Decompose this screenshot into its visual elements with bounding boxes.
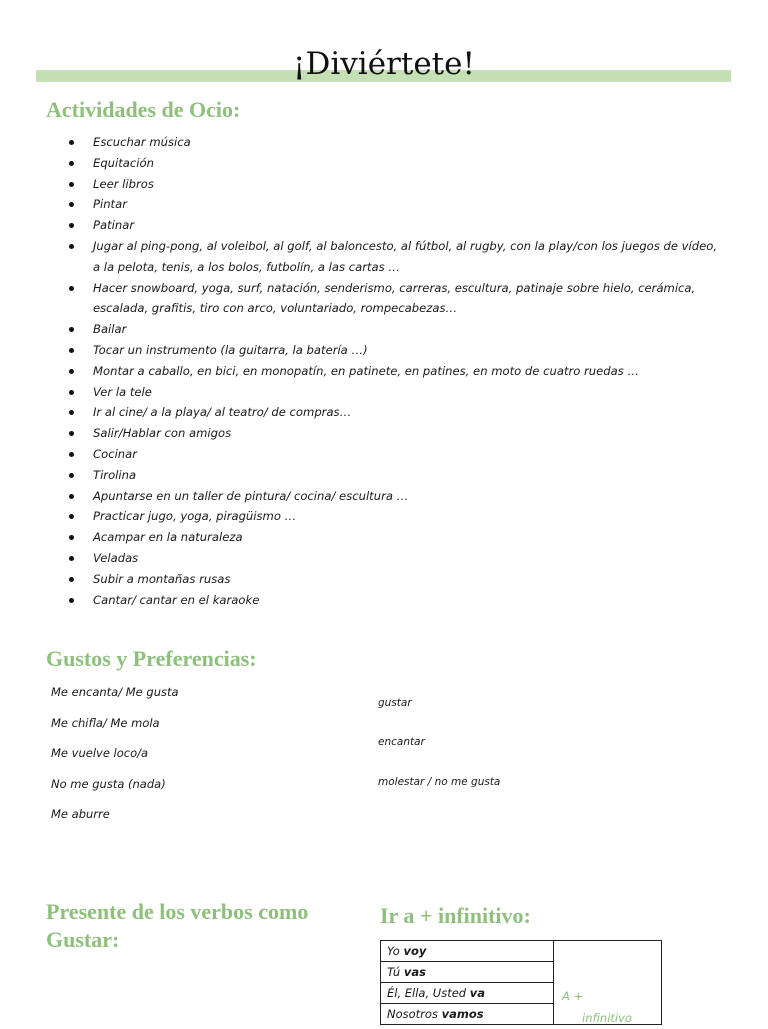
activity-item: Veladas: [47, 548, 727, 569]
gustos-verb-row: [376, 694, 676, 733]
pronoun: Yo: [387, 944, 400, 958]
ir-a-table: [380, 940, 662, 1025]
gustos-verbs: [376, 694, 676, 812]
conjugation-cell: [381, 983, 554, 1004]
presente-heading: [46, 898, 308, 954]
infinitive-label-line2: infinitivo: [582, 1011, 632, 1025]
activity-item: Practicar jugo, yoga, piragüismo …: [47, 506, 727, 527]
gustos-heading: Gustos y Preferencias:: [46, 646, 257, 671]
conjugation-cell: [381, 1004, 554, 1025]
gustos-expression: Me vuelve loco/a: [51, 746, 149, 761]
activity-item: Acampar en la naturaleza: [47, 527, 727, 548]
gustos-expression: Me encanta/ Me gusta: [51, 685, 179, 699]
ir-a-heading: Ir a + infinitivo:: [380, 903, 531, 928]
gustos-expression: Me chifla/ Me mola: [51, 715, 160, 730]
activity-item: Patinar: [47, 215, 727, 236]
activity-item: Cantar/ cantar en el karaoke: [47, 590, 727, 611]
gustos-verb-row: [376, 773, 676, 812]
activity-item: Subir a montañas rusas: [47, 569, 727, 590]
activity-item: Leer libros: [47, 174, 727, 195]
activity-item: Hacer snowboard, yoga, surf, natación, senderismo, carreras, escultura, patinaje sobre hielo, cerámica, escalada, grafitis, tiro con arco, voluntariado, rompecabezas…: [47, 278, 727, 320]
gustos-verb: molestar / no me gusta: [378, 775, 501, 788]
gustos-expression: Me aburre: [51, 807, 110, 822]
presente-heading-line2: Gustar:: [46, 927, 120, 952]
activity-item: Escuchar música: [47, 132, 727, 153]
activity-item: Montar a caballo, en bici, en monopatín, en patinete, en patines, en moto de cuatro ruedas …: [47, 361, 727, 382]
conjugation-row: [381, 941, 662, 962]
verb-form: voy: [403, 944, 427, 958]
ocio-heading: Actividades de Ocio:: [46, 97, 241, 122]
activity-item: Ver la tele: [47, 382, 727, 403]
activity-item: Apuntarse en un taller de pintura/ cocina/ escultura …: [47, 486, 727, 507]
gustos-expression: No me gusta (nada): [51, 776, 166, 791]
activity-item: Ir al cine/ a la playa/ al teatro/ de compras…: [47, 402, 727, 423]
activity-item: Tocar un instrumento (la guitarra, la batería …): [47, 340, 727, 361]
conjugation-cell: [381, 962, 554, 983]
page-title: ¡Diviértete!: [293, 46, 475, 82]
verb-form: vas: [403, 965, 426, 979]
pronoun: Nosotros: [387, 1007, 438, 1021]
gustos-verb: encantar: [378, 736, 425, 749]
infinitive-label-line1: A +: [562, 989, 584, 1003]
activity-item: Cocinar: [47, 444, 727, 465]
activity-item: Equitación: [47, 153, 727, 174]
activity-item: Jugar al ping-pong, al voleibol, al golf, al baloncesto, al fútbol, al rugby, con la play/con los juegos de vídeo, a la pelota, tenis, a los bolos, futbolín, a las cartas …: [47, 236, 727, 278]
activity-item: Pintar: [47, 194, 727, 215]
gustos-verb: gustar: [378, 697, 412, 709]
gustos-verb-row: [376, 733, 676, 772]
gustos-expressions: [51, 682, 351, 835]
activity-item: Bailar: [47, 319, 727, 340]
verb-form: vamos: [441, 1007, 484, 1021]
pronoun: Tú: [387, 965, 401, 979]
presente-heading-line1: Presente de los verbos como: [46, 899, 309, 924]
infinitive-cell: [554, 941, 662, 1025]
activity-item: Tirolina: [47, 465, 727, 486]
activity-item: Salir/Hablar con amigos: [47, 423, 727, 444]
pronoun: Él, Ella, Usted: [387, 986, 467, 1000]
conjugation-cell: [381, 941, 554, 962]
activities-list: [47, 132, 727, 610]
verb-form: va: [469, 986, 486, 1000]
